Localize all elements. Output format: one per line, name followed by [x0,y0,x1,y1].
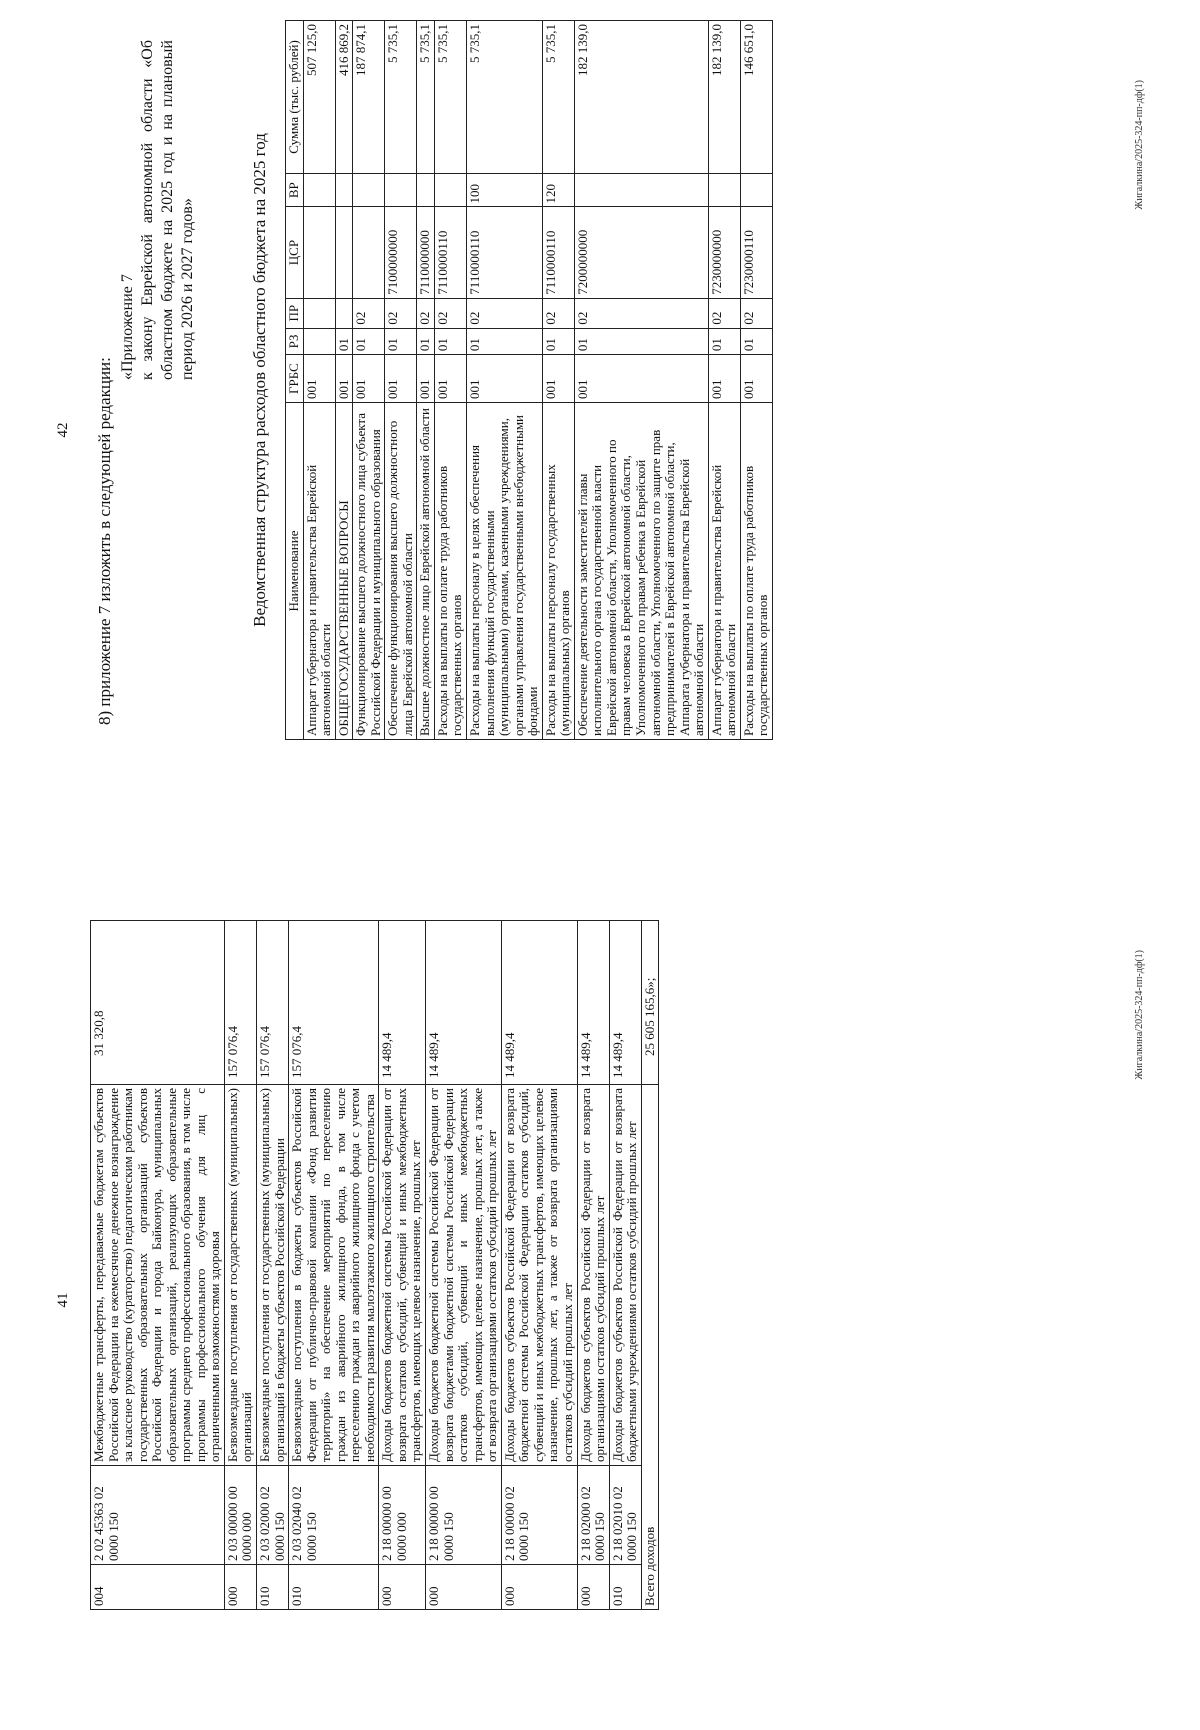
rz-code: 01 [385,328,417,354]
revenue-code: 2 03 00000 00 0000 000 [224,1466,256,1565]
pr-code: 02 [385,298,417,328]
table-row [417,21,435,740]
amount: 5 735,1 [434,21,466,174]
revenue-amount: 157 076,4 [289,921,379,1085]
revenue-code: 2 18 02010 02 0000 150 [609,1466,641,1565]
rz-code: 01 [574,328,708,354]
grbs-code: 010 [289,1565,379,1610]
grbs-code: 010 [609,1565,641,1610]
item-name: Расходы на выплаты по оплате труда работников государственных органов [740,403,772,740]
grbs-code: 001 [708,355,740,403]
table-row [501,921,577,1610]
revenue-name: Безвозмездные поступления от государственных (муниципальных) организаций [224,1085,256,1466]
pr-code [303,298,335,328]
amount: 5 735,1 [385,21,417,174]
amount: 182 139,0 [708,21,740,174]
item-name: Аппарат губернатора и правительства Еврейской автономной области [708,403,740,740]
grbs-code: 001 [417,355,435,403]
vr-code [353,173,385,207]
grbs-code: 000 [426,1565,502,1610]
csr-code [335,207,353,298]
amount: 182 139,0 [574,21,708,174]
revenue-name: Доходы бюджетов субъектов Российской Федерации от возврата организациями остатков субсидий прошлых лет [577,1085,609,1466]
csr-code [353,207,385,298]
rz-code: 01 [740,328,772,354]
vr-code [740,173,772,207]
revenue-amount: 14 489,4 [577,921,609,1085]
revenue-table-body [91,921,659,1610]
revenue-table [90,920,659,1610]
table-row [289,921,379,1610]
item-name: Расходы на выплаты персоналу государственных (муниципальных) органов [542,403,574,740]
table-row [434,21,466,740]
vr-code [574,173,708,207]
revenue-amount: 14 489,4 [379,921,426,1085]
table-row [708,21,740,740]
appendix-caption [118,40,198,380]
item-name: Аппарат губернатора и правительства Еврейской автономной области [303,403,335,740]
csr-code: 7230000000 [708,207,740,298]
pr-code [335,298,353,328]
table-row [740,21,772,740]
table-row [257,921,289,1610]
revenue-code: 2 03 02040 02 0000 150 [289,1466,379,1565]
revenue-name: Межбюджетные трансферты, передаваемые бюджетам субъектов Российской Федерации на ежемесячное денежное вознаграждение за классное руководство (кураторство) педагогическим работникам государственных образовательных организаций субъектов Российской Федерации и города Байконура, муниципальных образовательных организаций, реализующих образовательные программы среднего профессионального образования, в том числе программы профессионального обучения для лиц с ограниченными возможностями здоровья [91,1085,225,1466]
grbs-code: 004 [91,1565,225,1610]
amount: 5 735,1 [542,21,574,174]
grbs-code: 001 [740,355,772,403]
vr-code [303,173,335,207]
csr-code: 7230000110 [740,207,772,298]
pr-code: 02 [434,298,466,328]
vr-code [434,173,466,207]
vr-code [708,173,740,207]
csr-code: 7200000000 [574,207,708,298]
rz-code: 01 [542,328,574,354]
rz-code: 01 [335,328,353,354]
csr-code: 7110000110 [467,207,543,298]
revenue-code: 2 18 00000 00 0000 000 [379,1466,426,1565]
table-row [577,921,609,1610]
revenue-name: Доходы бюджетов субъектов Российской Федерации от возврата бюджетными учреждениями остатков субсидий прошлых лет [609,1085,641,1466]
revenue-amount: 14 489,4 [426,921,502,1085]
vr-code [335,173,353,207]
appendix-line-2: к закону Еврейской автономной области «Об областном бюджете на 2025 год и на плановый период 2026 и 2027 годов» [139,40,196,380]
revenue-amount: 14 489,4 [501,921,577,1085]
table-row [467,21,543,740]
rz-code: 01 [417,328,435,354]
rz-code [303,328,335,354]
csr-code: 7110000110 [542,207,574,298]
page-number: 42 [55,422,71,438]
item-name: ОБЩЕГОСУДАРСТВЕННЫЕ ВОПРОСЫ [335,403,353,740]
total-row [641,921,659,1610]
revenue-name: Доходы бюджетов бюджетной системы Российской Федерации от возврата бюджетами бюджетной системы Российской Федерации остатков субсидий, субвенций и иных межбюджетных трансфертов, имеющих целевое назначение, прошлых лет, а также от возврата организациями остатков субсидий прошлых лет [426,1085,502,1466]
vr-code: 120 [542,173,574,207]
amount: 187 874,1 [353,21,385,174]
table-row [224,921,256,1610]
header-rz: РЗ [286,328,304,354]
header-csr: ЦСР [286,207,304,298]
header-grbs: ГРБС [286,355,304,403]
grbs-code: 001 [353,355,385,403]
grbs-code: 000 [501,1565,577,1610]
table-row [385,21,417,740]
item-name: Расходы на выплаты по оплате труда работников государственных органов [434,403,466,740]
revenue-code: 2 18 02000 02 0000 150 [577,1466,609,1565]
table-heading: Ведомственная структура расходов областного бюджета на 2025 год [250,133,269,627]
revenue-name: Доходы бюджетов бюджетной системы Российской Федерации от возврата остатков субсидий, субвенций и иных межбюджетных трансфертов, имеющих целевое назначение, прошлых лет [379,1085,426,1466]
grbs-code: 000 [224,1565,256,1610]
table-row [426,921,502,1610]
table-row [609,921,641,1610]
item-name: Функционирование высшего должностного лица субъекта Российской Федерации и муниципального образования [353,403,385,740]
vr-code: 100 [467,173,543,207]
grbs-code: 001 [434,355,466,403]
header-sum: Сумма (тыс. рублей) [286,21,304,174]
revenue-name: Доходы бюджетов субъектов Российской Федерации от возврата бюджетной системы Российской Федерации остатков субсидий, субвенций и иных межбюджетных трансфертов, имеющих целевое назначение, прошлых лет, а также от возврата организациями остатков субсидий прошлых лет [501,1085,577,1466]
grbs-code: 001 [335,355,353,403]
item-name: Обеспечение функционирования высшего должностного лица Еврейской автономной области [385,403,417,740]
pr-code: 02 [542,298,574,328]
page-number: 41 [55,1292,71,1308]
revenue-name: Безвозмездные поступления от государственных (муниципальных) организаций в бюджеты субъектов Российской Федерации [257,1085,289,1466]
grbs-code: 001 [303,355,335,403]
total-value: 25 605 165,6»; [641,921,659,1085]
revenue-code: 2 18 00000 02 0000 150 [501,1466,577,1565]
amount: 5 735,1 [467,21,543,174]
header-name: Наименование [286,403,304,740]
page-footer: Жигалкина/2025-324-пп-дф(1) [1134,950,1145,1080]
rz-code: 01 [467,328,543,354]
pr-code: 02 [417,298,435,328]
vr-code [385,173,417,207]
table-row [353,21,385,740]
rz-code: 01 [708,328,740,354]
csr-code: 7100000000 [385,207,417,298]
grbs-code: 000 [379,1565,426,1610]
pr-code: 02 [467,298,543,328]
vr-code [417,173,435,207]
header-vr: ВР [286,173,304,207]
item-name: Высшее должностное лицо Еврейской автономной области [417,403,435,740]
item-name: Расходы на выплаты персоналу в целях обеспечения выполнения функций государственными (муниципальными) органами, казенными учреждениями, органами управления государственными внебюджетными фондами [467,403,543,740]
grbs-code: 010 [257,1565,289,1610]
grbs-code: 001 [542,355,574,403]
csr-code: 7110000000 [417,207,435,298]
table-header-row [286,21,304,740]
amount: 146 651,0 [740,21,772,174]
table-row [379,921,426,1610]
rz-code: 01 [353,328,385,354]
pr-code: 02 [708,298,740,328]
revenue-amount: 157 076,4 [257,921,289,1085]
table-row [303,21,335,740]
amendment-intro: 8) приложение 7 изложить в следующей редакции: [95,357,114,725]
pr-code: 02 [574,298,708,328]
amount: 507 125,0 [303,21,335,174]
grbs-code: 001 [574,355,708,403]
revenue-code: 2 03 02000 02 0000 150 [257,1466,289,1565]
csr-code: 7110000110 [434,207,466,298]
revenue-code: 2 02 45363 02 0000 150 [91,1466,225,1565]
page-41 [0,870,1200,1730]
expenditure-table-body [303,21,772,740]
table-row [335,21,353,740]
appendix-line-1: «Приложение 7 [119,274,136,380]
grbs-code: 001 [467,355,543,403]
expenditure-table [285,20,773,740]
pr-code: 02 [353,298,385,328]
item-name: Обеспечение деятельности заместителей главы исполнительного органа государственной власти Еврейской автономной области, Уполномоченного по правам человека в Еврейской автономной области, Уполномоченного по правам ребенка в Еврейской автономной области, Уполномоченного по защите прав предпринимателей в Еврейской автономной области, Аппарата губернатора и правительства Еврейской автономной области [574,403,708,740]
grbs-code: 001 [385,355,417,403]
table-row [542,21,574,740]
revenue-name: Безвозмездные поступления в бюджеты субъектов Российской Федерации от публично-правовой компании «Фонд развития территорий» на обеспечение мероприятий по переселению граждан из аварийного жилищного фонда, в том числе переселению граждан из аварийного жилищного фонда с учетом необходимости развития малоэтажного жилищного строительства [289,1085,379,1466]
page-42 [0,0,1200,860]
revenue-amount: 157 076,4 [224,921,256,1085]
table-row [91,921,225,1610]
amount: 416 869,2 [335,21,353,174]
page-footer: Жигалкина/2025-324-пп-дф(1) [1134,80,1145,210]
grbs-code: 000 [577,1565,609,1610]
header-pr: ПР [286,298,304,328]
csr-code [303,207,335,298]
rz-code: 01 [434,328,466,354]
total-label: Всего доходов [641,1085,659,1610]
revenue-amount: 31 320,8 [91,921,225,1085]
revenue-code: 2 18 00000 00 0000 150 [426,1466,502,1565]
revenue-amount: 14 489,4 [609,921,641,1085]
amount: 5 735,1 [417,21,435,174]
table-row [574,21,708,740]
pr-code: 02 [740,298,772,328]
